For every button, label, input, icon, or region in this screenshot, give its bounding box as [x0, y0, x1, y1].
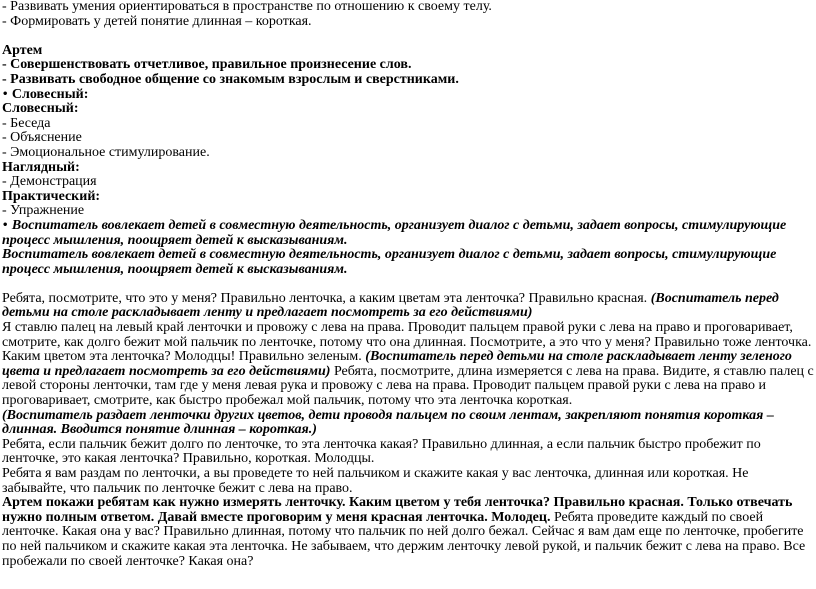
verbal-item: - Беседа — [2, 115, 51, 131]
lesson-text: Ребята проведите каждый по своей ленточке. Какая она у вас? Правильно длинная, потому что пальчик по ней долго бежал. Сейчас я вам дам еще по ленточке, пробегите по ней пальчиком и скажите какая эта ленточка. Не забываем, что держим ленточку левой рукой, и пальчик бежит с лева на право. Все пробежали по своей ленточке? Какая она? — [2, 509, 806, 569]
lesson-note: (Воспитатель перед детьми на столе раскладывает ленту и предлагает посмотреть за его действиями) — [2, 290, 779, 321]
verbal-item: - Объяснение — [2, 130, 82, 146]
teacher-note-bullet — [2, 219, 814, 248]
teacher-note-bullet-text: Воспитатель вовлекает детей в совместную деятельность, организует диалог с детьми, задает вопросы, стимулирующие процесс мышления, поощряет детей к высказываниям. — [2, 217, 787, 248]
goal-1: - Развивать умения ориентироваться в пространстве по отношению к своему телу. — [2, 0, 492, 14]
artem-goal-1: - Совершенствовать отчетливое, правильное произнесение слов. — [2, 57, 412, 73]
lesson-paragraph-2 — [2, 321, 814, 409]
methods-bullet-heading — [2, 88, 814, 103]
lesson-text: Я ставлю палец на левый край ленточки и провожу с лева на права. Проводит пальцем правой руки с лева на право и проговаривает, смотрите, как долго бежит мой пальчик по ленточке, потому что она длинная. Посмотрите, а это что у меня? Правильно тоже ленточка. Каким цветом эта ленточка? Молодцы! Правильно зеленым. — [2, 320, 812, 365]
lesson-artem-instruction: Артем покажи ребятам как нужно измерять ленточку. Каким цветом у тебя ленточка? Правильно красная. Только отвечать нужно полным ответом. Давай вместе проговорим у меня красная ленточка. Молодец. — [2, 495, 793, 525]
lesson-paragraph-1 — [2, 292, 814, 321]
spacer — [2, 29, 814, 44]
lesson-paragraph-3: (Воспитатель раздает ленточки других цветов, дети проводя пальцем по своим лентам, закрепляют понятия короткая – длинная. Вводится понятие длинная – короткая.) — [2, 407, 774, 438]
visual-item: - Демонстрация — [2, 174, 97, 190]
verbal-item: - Эмоциональное стимулирование. — [2, 144, 210, 160]
artem-goal-2: - Развивать свободное общение со знакомым взрослым и сверстниками. — [2, 71, 459, 87]
teacher-note: Воспитатель вовлекает детей в совместную деятельность, организует диалог с детьми, задает вопросы, стимулирующие процесс мышления, поощряет детей к высказываниям. — [2, 247, 777, 277]
lesson-text: Ребята, посмотрите, что это у меня? Правильно ленточка, а каким цветам эта ленточка? Правильно красная. — [2, 290, 651, 306]
bullet-icon: • — [2, 219, 9, 231]
artem-heading: Артем — [2, 42, 43, 58]
bullet-icon: • — [2, 88, 9, 100]
practical-heading: Практический: — [2, 188, 101, 204]
lesson-paragraph-5: Ребята я вам раздам по ленточки, а вы проведете то ней пальчиком и скажите какая у вас ленточка, длинная или короткая. Не забывайте, что пальчик по ленточке бежит с лева на право. — [2, 466, 749, 496]
spacer — [2, 277, 814, 292]
goal-2: - Формировать у детей понятие длинная – короткая. — [2, 13, 312, 29]
methods-bullet-label: Словесный: — [11, 86, 89, 102]
practical-item: - Упражнение — [2, 203, 85, 219]
lesson-paragraph-4: Ребята, если пальчик бежит долго по ленточке, то эта ленточка какая? Правильно длинная, а если пальчик быстро пробежит по ленточке, это какая ленточка? Правильно, короткая. Молодцы. — [2, 436, 761, 467]
lesson-text: Ребята, посмотрите, длина измеряется с лева на права. Видите, я ставлю палец с левой стороны ленточки, там где у меня левая рука и провожу с лева на права. Проводит пальцем правой руки с лева на право и проговаривает, смотрите, как быстро пробежал мой пальчик, потому что эта ленточка короткая. — [2, 363, 814, 409]
lesson-paragraph-6 — [2, 496, 814, 569]
lesson-note: (Воспитатель перед детьми на столе раскладывает ленту зеленого цвета и предлагает посмотреть за его действиями) — [2, 349, 792, 379]
visual-heading: Наглядный: — [2, 159, 80, 175]
verbal-heading: Словесный: — [2, 101, 79, 117]
